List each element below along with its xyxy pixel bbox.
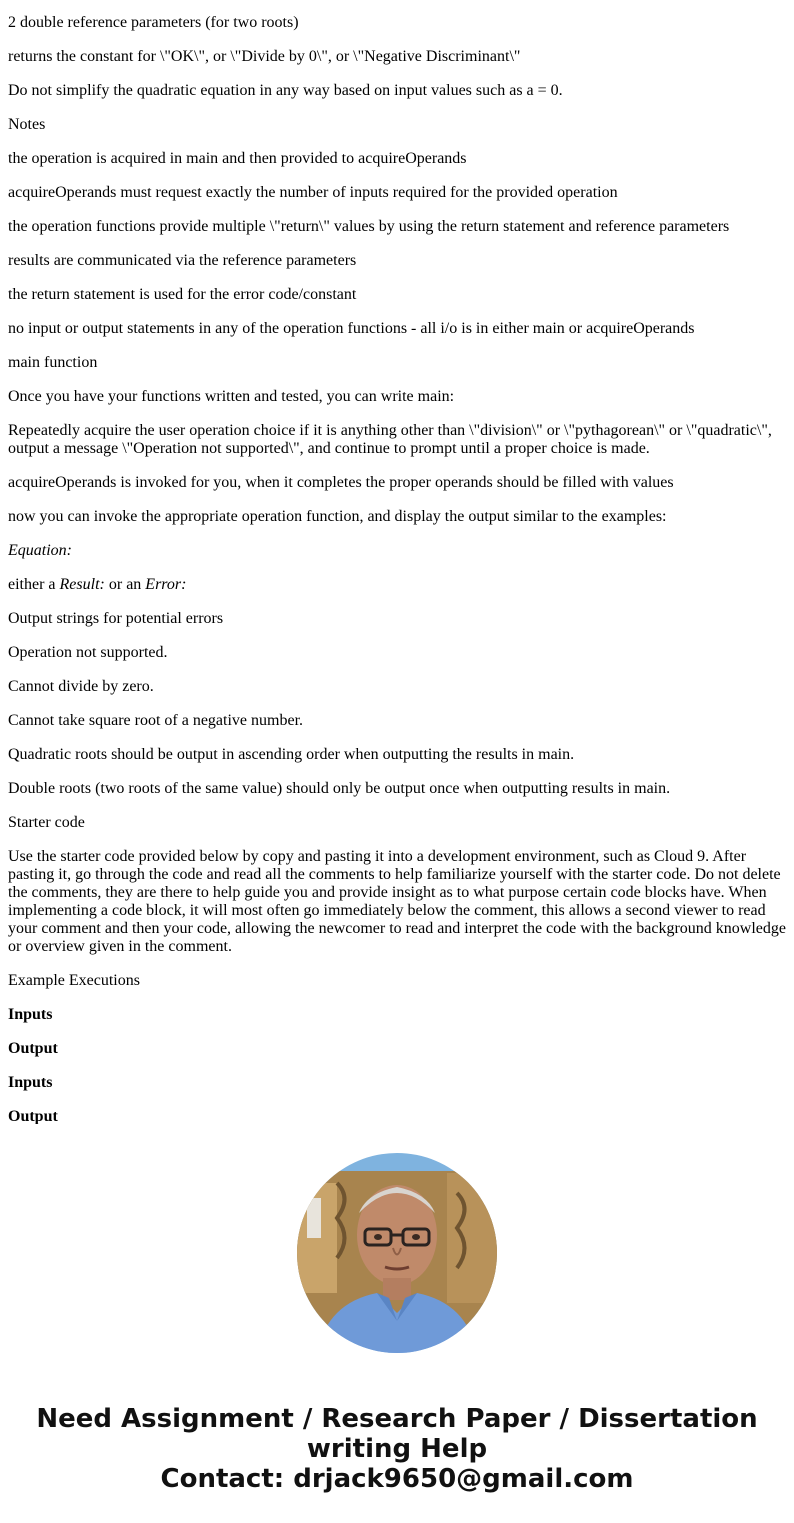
- error-divide-zero: Cannot divide by zero.: [8, 678, 154, 695]
- promo-contact-line: Contact: drjack9650@gmail.com: [160, 1464, 634, 1494]
- paragraph-reference-params: 2 double reference parameters (for two roots): [8, 14, 299, 31]
- heading-example-executions: Example Executions: [8, 972, 140, 989]
- paragraph-return-statement: the return statement is used for the error code/constant: [8, 286, 357, 303]
- paragraph-ascending-order: Quadratic roots should be output in ascending order when outputting the results in main.: [8, 746, 575, 763]
- paragraph-do-not-simplify: Do not simplify the quadratic equation in any way based on input values such as a = 0.: [8, 82, 563, 99]
- paragraph-acquire-operands: acquireOperands must request exactly the number of inputs required for the provided operation: [8, 184, 618, 201]
- promo-banner: [0, 1404, 794, 1494]
- paragraph-acquire-invoked: acquireOperands is invoked for you, when it completes the proper operands should be filled with values: [8, 474, 674, 491]
- paragraph-no-io: no input or output statements in any of the operation functions - all i/o is in either main or acquireOperands: [8, 320, 695, 337]
- paragraph-write-main: Once you have your functions written and tested, you can write main:: [8, 388, 455, 405]
- promo-line-1: Need Assignment / Research Paper / Dissertation: [36, 1404, 758, 1434]
- paragraph-repeatedly-acquire: Repeatedly acquire the user operation choice if it is anything other than \"division\" or \"pythagorean\" or \"quadratic\", output a message \"Operation not supported\", and continue to prompt until a proper choice is made.: [8, 422, 772, 457]
- avatar-portrait-image: [297, 1153, 497, 1353]
- error-not-supported: Operation not supported.: [8, 644, 168, 661]
- equation-label: Equation:: [8, 542, 72, 559]
- promo-line-2: writing Help: [306, 1434, 488, 1464]
- either-prefix: either a: [8, 576, 60, 593]
- paragraph-invoke-function: now you can invoke the appropriate operation function, and display the output similar to the examples:: [8, 508, 667, 525]
- paragraph-starter-code-instructions: Use the starter code provided below by copy and pasting it into a development environment, such as Cloud 9. After pasting it, go through the code and read all the comments to help familiarize yourself with the starter code. Do not delete the comments, they are there to help guide you and provide insight as to what purpose certain code blocks have. When implementing a code block, it will most often go immediately below the comment, this allows a second viewer to read your comment and then your code, allowing the newcomer to read and interpret the code with the background knowledge or overview given in the comment.: [8, 848, 786, 955]
- paragraph-multiple-return: the operation functions provide multiple \"return\" values by using the return statement and reference parameters: [8, 218, 730, 235]
- error-label: Error:: [145, 576, 187, 593]
- heading-main-function: main function: [8, 354, 98, 371]
- avatar: [297, 1153, 497, 1353]
- either-middle: or an: [104, 576, 146, 593]
- error-negative-root: Cannot take square root of a negative number.: [8, 712, 304, 729]
- label-output-2: Output: [8, 1108, 58, 1124]
- heading-notes: Notes: [8, 116, 46, 133]
- paragraph-returns-constant: returns the constant for \"OK\", or \"Divide by 0\", or \"Negative Discriminant\": [8, 48, 521, 65]
- paragraph-double-roots: Double roots (two roots of the same value) should only be output once when outputting results in main.: [8, 780, 671, 797]
- heading-output-strings: Output strings for potential errors: [8, 610, 224, 627]
- equation-label-line: [8, 542, 786, 560]
- heading-starter-code: Starter code: [8, 814, 85, 831]
- label-inputs-2: Inputs: [8, 1074, 53, 1091]
- document-body: [8, 0, 786, 1124]
- either-line: [8, 576, 786, 594]
- label-output-1: Output: [8, 1040, 58, 1057]
- result-label: Result:: [59, 576, 105, 593]
- paragraph-results-communicated: results are communicated via the reference parameters: [8, 252, 357, 269]
- paragraph-operation-acquired: the operation is acquired in main and then provided to acquireOperands: [8, 150, 467, 167]
- label-inputs-1: Inputs: [8, 1006, 53, 1023]
